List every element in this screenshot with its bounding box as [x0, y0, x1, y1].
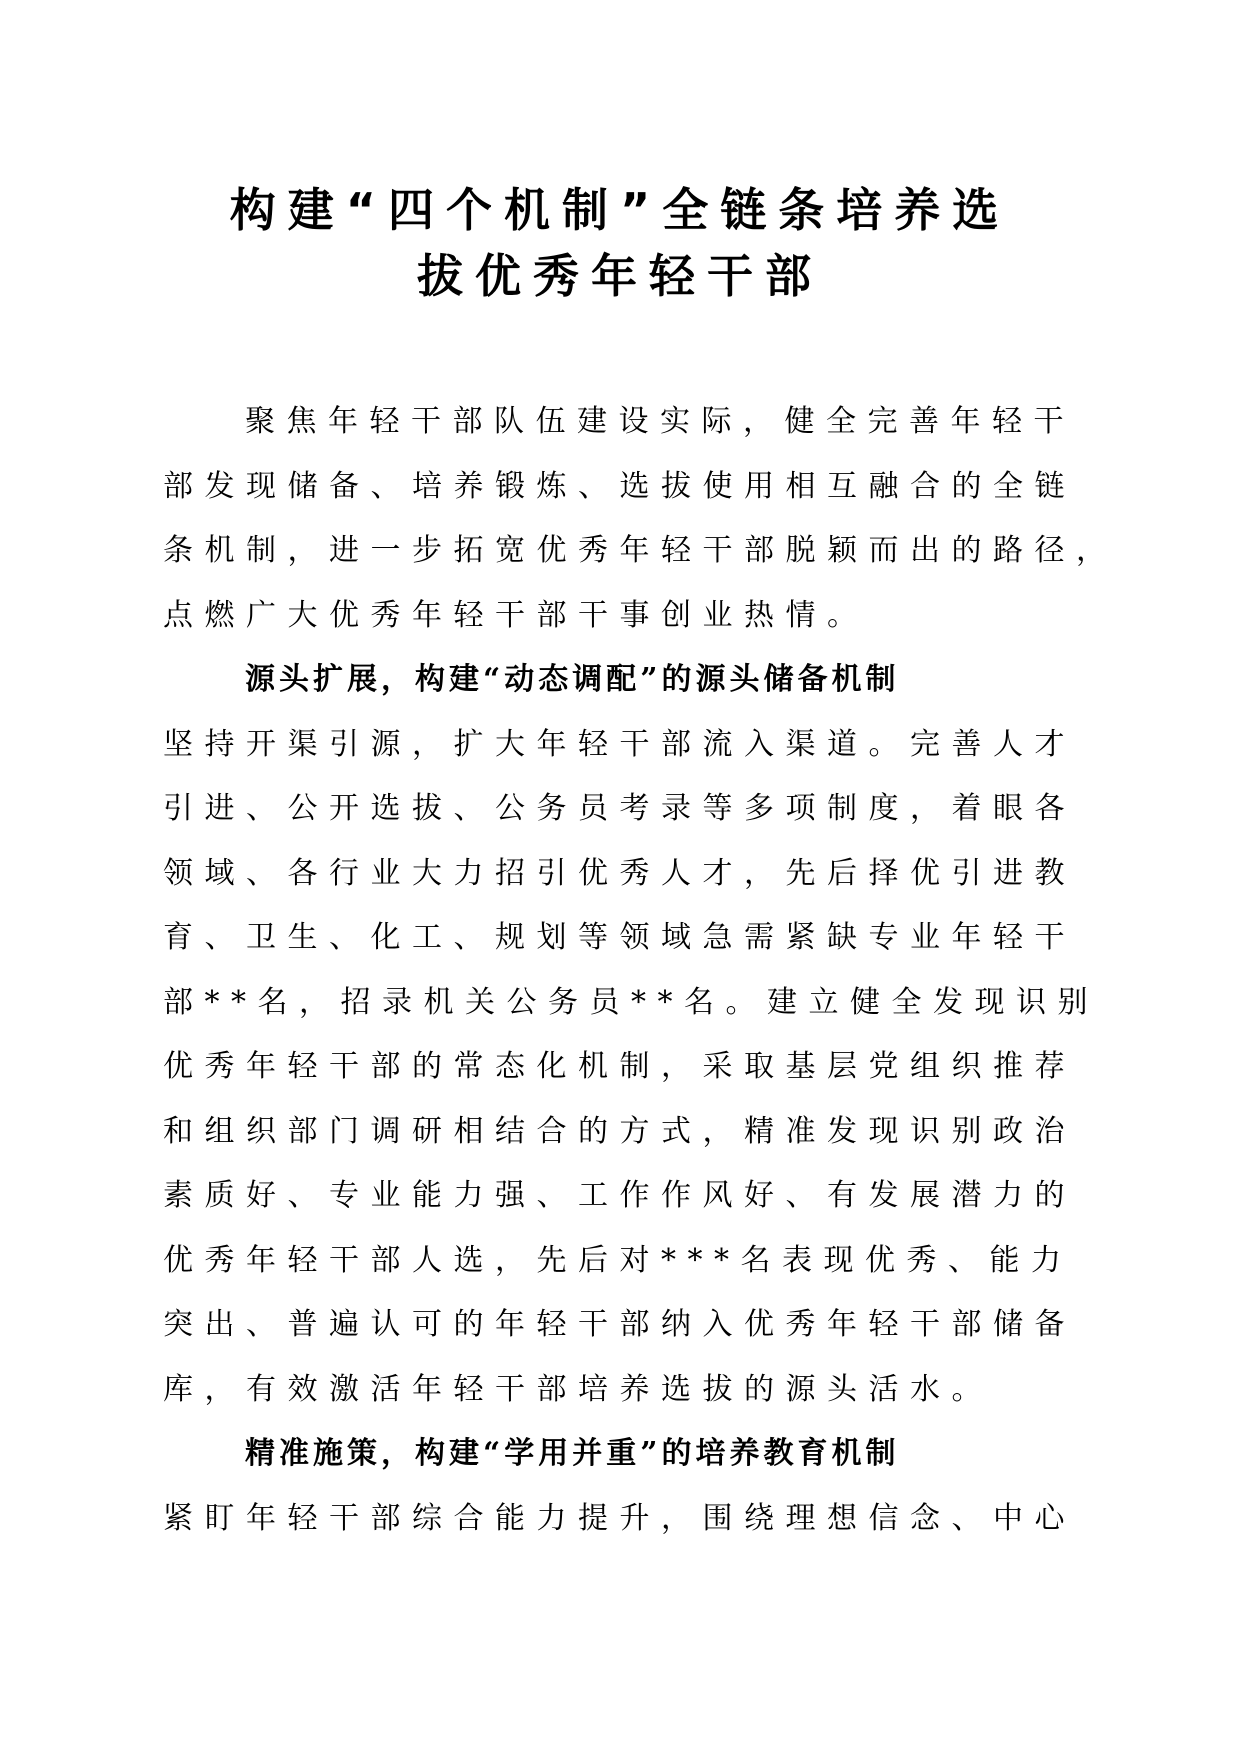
paragraph-section-1-line-3: 领域、各行业大力招引优秀人才，先后择优引进教: [163, 855, 1076, 891]
document-body: [163, 390, 1118, 1551]
paragraph-section-1-line-10: 突出、普遍认可的年轻干部纳入优秀年轻干部储备: [163, 1307, 1076, 1342]
paragraph-intro-line-1: 聚焦年轻干部队伍建设实际，健全完善年轻干: [245, 404, 1075, 439]
paragraph-section-1-line-8: 素质好、专业能力强、工作作风好、有发展潜力的: [163, 1178, 1076, 1213]
paragraph-section-1-line-11: 库，有效激活年轻干部培养选拔的源头活水。: [163, 1371, 993, 1407]
paragraph-intro-line-3: 条机制，进一步拓宽优秀年轻干部脱颖而出的路径，: [163, 533, 1118, 568]
paragraph-intro-line-4: 点燃广大优秀年轻干部干事创业热情。: [163, 597, 869, 633]
paragraph-section-1-line-1: 坚持开渠引源，扩大年轻干部流入渠道。完善人才: [163, 726, 1076, 762]
paragraph-section-1-line-7: 和组织部门调研相结合的方式，精准发现识别政治: [163, 1113, 1076, 1149]
paragraph-section-1-line-9: 优秀年轻干部人选，先后对***名表现优秀、能力: [163, 1242, 1073, 1278]
section-heading-1: 源头扩展，构建“动态调配”的源头储备机制: [245, 662, 900, 697]
paragraph-section-2-line-1: 紧盯年轻干部综合能力提升，围绕理想信念、中心: [163, 1500, 1076, 1536]
title-line-1: 构建“四个机制”全链条培养选: [229, 183, 1011, 237]
paragraph-section-1-line-4: 育、卫生、化工、规划等领域急需紧缺专业年轻干: [163, 920, 1076, 955]
paragraph-intro-line-2: 部发现储备、培养锻炼、选拔使用相互融合的全链: [163, 468, 1076, 504]
section-heading-2: 精准施策，构建“学用并重”的培养教育机制: [245, 1436, 900, 1471]
paragraph-section-1-line-5: 部**名，招录机关公务员**名。建立健全发现识别: [163, 984, 1099, 1020]
paragraph-section-1-line-6: 优秀年轻干部的常态化机制，采取基层党组织推荐: [163, 1049, 1076, 1084]
paragraph-section-1-line-2: 引进、公开选拔、公务员考录等多项制度，着眼各: [163, 791, 1076, 826]
title-line-2: 拔优秀年轻干部: [417, 249, 823, 303]
